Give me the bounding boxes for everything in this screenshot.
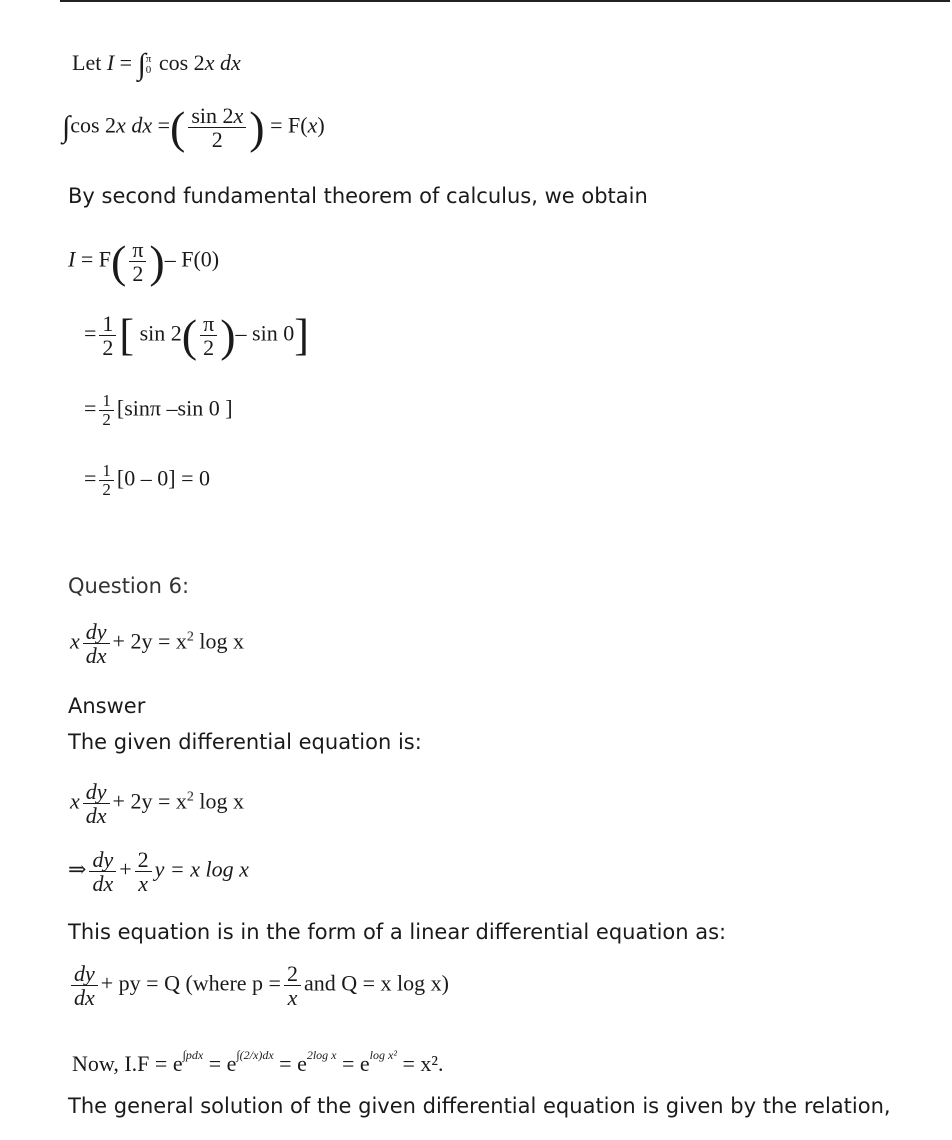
numerator: 1	[99, 392, 114, 411]
linear-text: This equation is in the form of a linear differential equation as:	[68, 920, 727, 944]
dy-dx	[83, 780, 110, 827]
answer-label: Answer	[68, 694, 146, 718]
two-over-x	[135, 848, 152, 895]
one-half	[99, 392, 114, 429]
sin2x-over-2	[188, 104, 246, 151]
numerator: dy	[83, 780, 110, 804]
F-label: = F	[80, 246, 111, 272]
var-I: I	[106, 50, 115, 76]
right-paren: )	[149, 235, 165, 287]
var-x: x	[307, 112, 318, 138]
equals-sign: =	[84, 465, 97, 491]
numerator: dy	[89, 848, 116, 872]
denominator: dx	[85, 803, 107, 829]
denominator: dx	[85, 643, 107, 669]
two-over-x	[284, 962, 301, 1009]
log-x: log x	[199, 788, 244, 814]
right-paren: )	[220, 309, 236, 361]
denominator: 2	[132, 261, 144, 287]
I-eval-line	[68, 235, 220, 287]
denominator: x	[138, 871, 148, 897]
theorem-text: By second fundamental theorem of calculus, we obtain	[68, 184, 648, 208]
if-e3: = e	[279, 1051, 307, 1076]
rhs: + 2y = x	[112, 628, 187, 654]
denominator: dx	[74, 985, 95, 1011]
numerator: 2	[135, 848, 152, 872]
given-text: The given differential equation is:	[68, 730, 422, 754]
let-integral-line	[72, 48, 241, 82]
var-I: I	[68, 246, 76, 272]
now-if-label: Now, I.F	[72, 1051, 150, 1076]
rhs: + 2y = x	[112, 788, 187, 814]
linear-form-equation	[68, 962, 449, 1009]
dy-dx	[83, 620, 110, 667]
numerator: sin 2	[191, 103, 234, 128]
integral-limits	[146, 54, 152, 76]
if-e2: = e	[208, 1051, 237, 1076]
var-x: x	[233, 103, 244, 128]
var-x: x	[70, 788, 80, 814]
dy-dx	[71, 962, 98, 1009]
var-x: x	[204, 50, 215, 76]
sinpi-expr: [sinπ –sin 0 ]	[116, 395, 233, 421]
numerator: 1	[99, 312, 116, 336]
lower-limit: 0	[145, 64, 152, 76]
if-e1: = e	[154, 1051, 183, 1076]
equals-sign: =	[84, 395, 97, 421]
equals-sign: =	[157, 112, 170, 138]
equals-sign: =	[270, 112, 283, 138]
rhs: y = x log x	[154, 856, 249, 882]
equals-sign: =	[84, 320, 97, 346]
if-exp3: 2log x	[306, 1048, 337, 1062]
sinpi-line	[84, 392, 233, 429]
dx: dx	[219, 50, 241, 76]
numerator: 1	[99, 462, 114, 481]
minus-sin0: – sin 0	[235, 320, 295, 346]
top-rule	[60, 0, 950, 2]
F-of: F(	[288, 112, 308, 138]
integral-sign: ∫	[62, 110, 71, 144]
right-paren: )	[249, 101, 265, 153]
sin2: sin 2	[139, 320, 182, 346]
one-half	[99, 462, 114, 499]
one-half	[99, 312, 116, 359]
var-x: x	[116, 112, 126, 138]
numerator: π	[129, 238, 146, 262]
numerator: dy	[71, 962, 98, 986]
dx: dx	[131, 112, 153, 138]
integrand: cos 2	[158, 50, 205, 76]
minus-F0: – F(0)	[164, 246, 220, 272]
left-paren: (	[170, 101, 186, 153]
implies-arrow: ⇒	[68, 856, 87, 882]
equals-sign: =	[119, 50, 133, 76]
given-equation	[70, 780, 244, 827]
half-sin-line	[84, 309, 309, 361]
upper-limit: π	[145, 53, 152, 65]
close-paren: )	[317, 112, 325, 138]
var-x: x	[70, 628, 80, 654]
question-label: Question 6:	[68, 574, 190, 598]
general-solution-text: The general solution of the given differential equation is given by the relation,	[68, 1094, 891, 1118]
denominator: dx	[92, 871, 114, 897]
if-exp4: log x²	[369, 1048, 397, 1062]
exponent: 2	[186, 629, 194, 645]
zero-line	[84, 462, 210, 499]
right-bracket: ]	[294, 310, 309, 360]
left-paren: (	[181, 309, 198, 361]
exponent: 2	[186, 789, 194, 805]
antiderivative-line	[62, 101, 325, 153]
denominator: x	[287, 985, 298, 1011]
denominator: 2	[211, 127, 223, 153]
if-e4: = e	[342, 1051, 370, 1076]
numerator: 2	[284, 962, 301, 986]
integral-sign: ∫	[137, 48, 146, 81]
denominator: 2	[102, 479, 111, 499]
log-x: log x	[199, 628, 244, 654]
left-bracket: [	[119, 310, 135, 360]
plus-sign: +	[119, 856, 132, 882]
numerator: dy	[83, 620, 110, 644]
if-exp2: ∫(2/x)dx	[236, 1048, 274, 1062]
integrating-factor-line	[72, 1048, 443, 1077]
denominator: 2	[102, 409, 111, 429]
left-paren: (	[110, 235, 127, 287]
numerator: π	[200, 312, 217, 336]
let-label: Let	[72, 50, 102, 76]
if-final: = x².	[402, 1051, 444, 1076]
where-p: + py = Q (where p =	[100, 970, 281, 996]
integrand: cos 2	[70, 112, 117, 138]
pi-over-2	[129, 238, 146, 285]
if-exp1: ∫pdx	[182, 1048, 204, 1062]
dy-dx	[89, 848, 116, 895]
and-Q: and Q = x log x)	[303, 970, 449, 996]
denominator: 2	[102, 335, 114, 361]
question-equation	[70, 620, 244, 667]
implies-equation	[68, 848, 249, 895]
denominator: 2	[203, 335, 215, 361]
pi-over-2	[200, 312, 217, 359]
zero-expr: [0 – 0] = 0	[116, 465, 210, 491]
